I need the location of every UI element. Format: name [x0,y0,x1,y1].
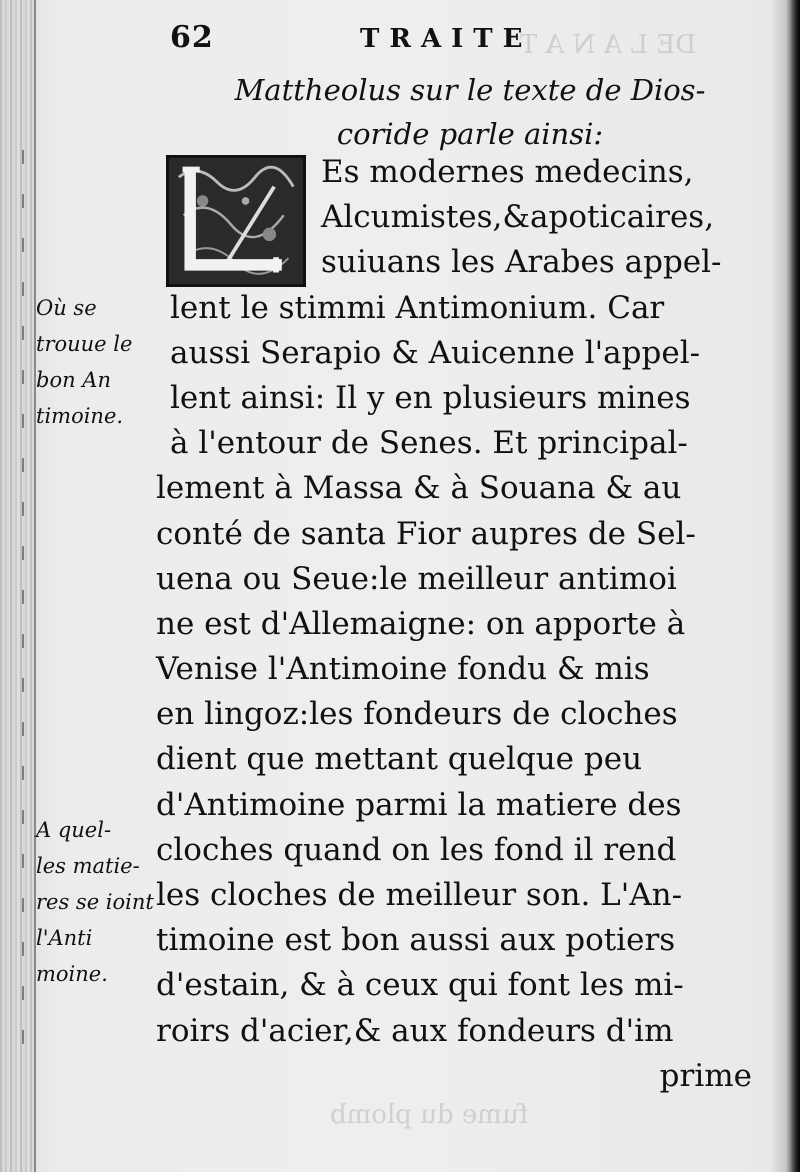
margin-note-line: A quel- [36,818,112,842]
margin-note-line: les matie- [36,854,140,878]
page-header [165,20,765,60]
text-line: lent le stimmi Antimonium. Car [170,289,665,326]
book-gutter [0,0,34,1172]
margin-note-line: l'Anti [36,926,93,950]
text-line: lent ainsi: Il y en plusieurs mines [170,379,691,416]
margin-note-antimony-location [36,290,132,434]
intro-line: coride parle ainsi: [336,117,604,151]
text-line: d'Antimoine parmi la matiere des [156,786,682,823]
margin-note-line: bon An [36,368,111,392]
margin-note-bell-metals [36,812,154,992]
text-line: Alcumistes,&apoticaires, [321,199,715,236]
text-line: en lingoz:les fondeurs de cloches [156,696,678,733]
margin-note-line: timoine. [36,404,124,428]
running-title: TRAITE [360,24,533,54]
margin-note-line: res se ioint [36,890,154,914]
text-line: timoine est bon aussi aux potiers [156,922,676,959]
text-line: dient que mettant quelque peu [156,741,643,778]
text-line: à l'entour de Senes. Et principal- [170,425,688,462]
bleed-through-top: DE L A N A T [520,30,697,60]
main-text [156,150,766,1099]
margin-note-line: moine. [36,962,108,986]
margin-note-line: trouue le [36,332,133,356]
text-line: ne est d'Allemaigne: on apporte à [156,605,686,642]
bleed-through-bottom: fume du plomb [330,1100,529,1130]
intro-line: Mattheolus sur le texte de Dios- [234,73,706,107]
text-line: Es modernes medecins, [321,154,694,190]
text-line: lement à Massa & à Souana & au [156,470,682,507]
text-line: suiuans les Arabes appel- [321,244,722,281]
page-edge-shadow [786,0,800,1172]
text-line: aussi Serapio & Auicenne l'appel- [170,334,701,371]
text-line: cloches quand on les fond il rend [156,831,677,868]
gutter-edge [34,0,36,1172]
text-line: uena ou Seue:le meilleur antimoi [156,560,677,597]
text-line: roirs d'acier,& aux fondeurs d'im [156,1012,674,1049]
text-line: d'estain, & à ceux qui font les mi- [156,967,684,1004]
margin-rule [22,150,24,1050]
margin-note-line: Où se [36,296,97,320]
page-number: 62 [170,20,214,55]
text-line: prime [659,1057,752,1094]
text-line: conté de santa Fior aupres de Sel- [156,515,696,552]
intro-heading [190,68,750,156]
text-line: les cloches de meilleur son. L'An- [156,877,683,913]
text-line: Venise l'Antimoine fondu & mis [156,651,650,688]
